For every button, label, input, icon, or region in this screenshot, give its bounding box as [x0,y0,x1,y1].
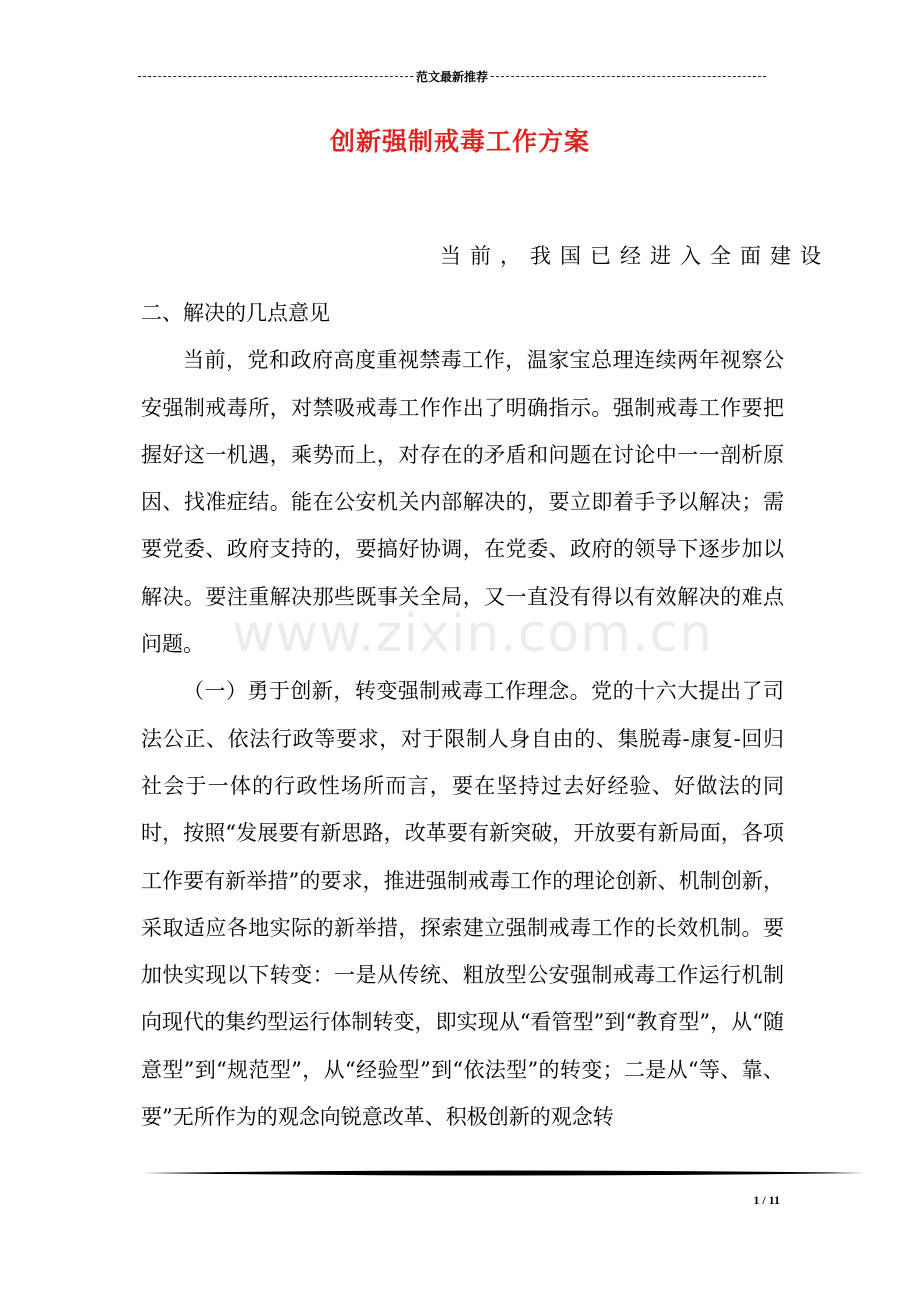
watermark: www.zixin.com.cn [232,604,713,664]
header-dashes-left [138,76,413,77]
body-paragraph: （一）勇于创新，转变强制戒毒工作理念。党的十六大提出了司法公正、依法行政等要求，对于限制人身自由的、集脱毒-康复-回归社会于一体的行政性场所而言，要在坚持过去好经验、好做法的同时，按照“发展要有新思路，改革要有新突破，开放要有新局面，各项工作要有新举措”的要求，推进强制戒毒工作的理论创新、机制创新，采取适应各地实际的新举措，探索建立强制戒毒工作的长效机制。要加快实现以下转变：一是从传统、粗放型公安强制戒毒工作运行机制向现代的集约型运行体制转变，即实现从“看管型”到“教育型”，从“随意型”到“规范型”，从“经验型”到“依法型”的转变；二是从“等、靠、要”无所作为的观念向锐意改革、积极创新的观念转 [141,679,784,1130]
header-label: 范文最新推荐 [416,69,489,84]
page-header [138,68,766,84]
header-dashes-right [491,76,766,77]
document-title: 创新强制戒毒工作方案 [329,127,590,156]
section-heading: 二、解决的几点意见 [141,301,330,325]
footer-rule [143,1169,865,1177]
page-number: 1 / 11 [753,1193,780,1207]
body-paragraph: 当前，党和政府高度重视禁毒工作，温家宝总理连续两年视察公安强制戒毒所，对禁吸戒毒工作作出了明确指示。强制戒毒工作要把握好这一机遇，乘势而上，对存在的矛盾和问题在讨论中一一剖析原因、找准症结。能在公安机关内部解决的，要立即着手予以解决；需要党委、政府支持的，要搞好协调，在党委、政府的领导下逐步加以解决。要注重解决那些既事关全局，又一直没有得以有效解决的难点问题。 [141,348,784,657]
lead-line: 当前，我国已经进入全面建设 [440,244,830,268]
document-body [141,290,784,1141]
